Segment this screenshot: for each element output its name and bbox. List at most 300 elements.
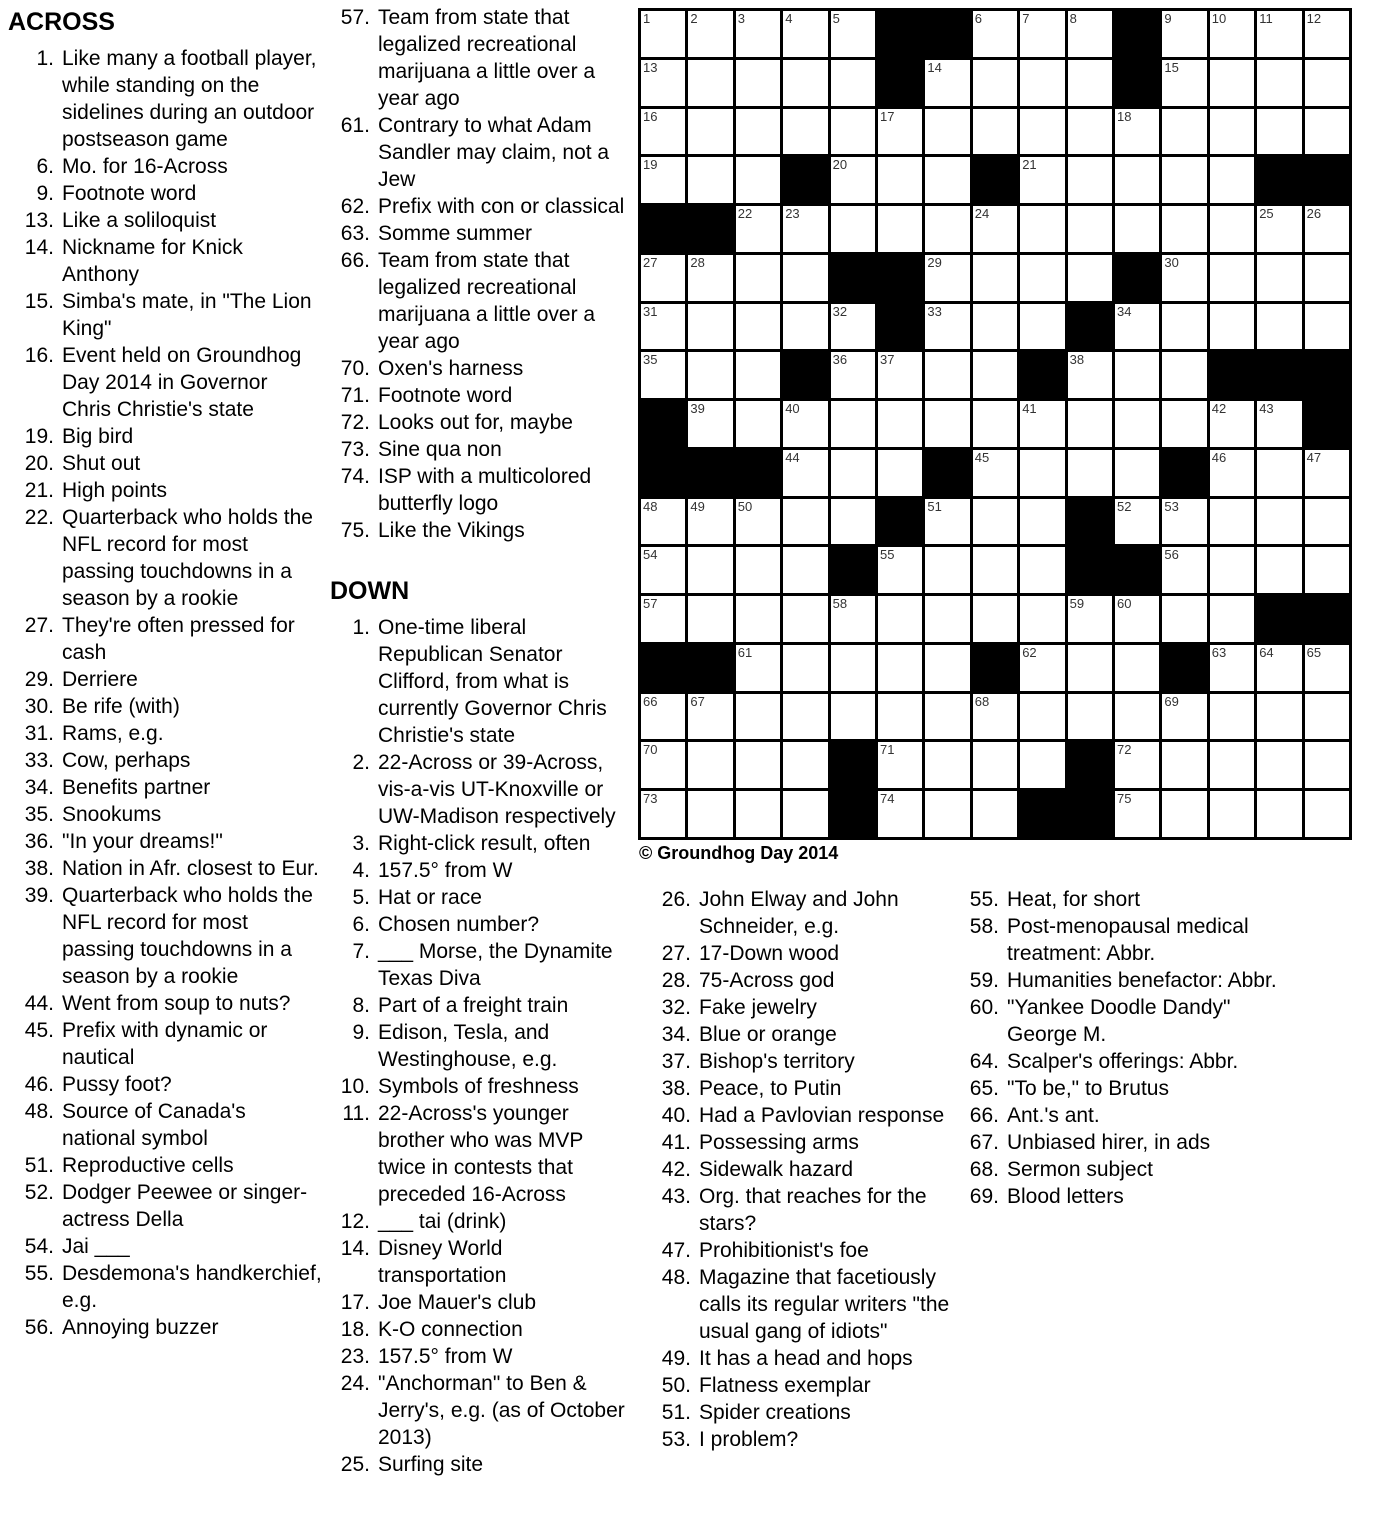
- grid-cell-r10c5[interactable]: [831, 450, 875, 496]
- grid-cell-r11c8[interactable]: [973, 499, 1017, 545]
- grid-cell-r3c8[interactable]: [973, 109, 1017, 155]
- grid-cell-r9c10[interactable]: [1068, 401, 1112, 447]
- grid-cell-r14c4[interactable]: [783, 645, 827, 691]
- grid-cell-r10c9[interactable]: [1020, 450, 1064, 496]
- cell-number: 18: [1117, 108, 1132, 124]
- grid-cell-r6c3[interactable]: [736, 255, 780, 301]
- clue-down-55: [953, 886, 1298, 913]
- grid-cell-r5c12[interactable]: [1162, 206, 1206, 252]
- black-square: [1257, 352, 1301, 398]
- clue-number: 2.: [352, 751, 370, 774]
- grid-cell-r12c2[interactable]: [688, 547, 732, 593]
- grid-cell-r6c2[interactable]: [688, 255, 732, 301]
- cell-number: 25: [1259, 206, 1274, 222]
- grid-cell-r15c5[interactable]: [831, 694, 875, 740]
- cell-number: 17: [880, 108, 895, 124]
- clue-number: 48.: [661, 1266, 691, 1289]
- grid-cell-r6c15[interactable]: [1305, 255, 1349, 301]
- grid-cell-r9c11[interactable]: [1115, 401, 1159, 447]
- grid-cell-r8c10[interactable]: [1068, 352, 1112, 398]
- grid-cell-r8c8[interactable]: [973, 352, 1017, 398]
- grid-cell-r17c2[interactable]: [688, 791, 732, 837]
- grid-cell-r15c10[interactable]: [1068, 694, 1112, 740]
- clue-across-30: [8, 693, 322, 720]
- grid-cell-r6c14[interactable]: [1257, 255, 1301, 301]
- clue-text: I problem?: [699, 1428, 799, 1451]
- grid-cell-r4c12[interactable]: [1162, 157, 1206, 203]
- cell-number: 63: [1211, 644, 1227, 660]
- grid-cell-r3c3[interactable]: [736, 109, 780, 155]
- grid-cell-r9c5[interactable]: [831, 401, 875, 447]
- grid-cell-r17c12[interactable]: [1162, 791, 1206, 837]
- clue-down-24: [330, 1370, 633, 1451]
- clue-text: Dodger Peewee or singer-actress Della: [62, 1181, 308, 1231]
- grid-cell-r4c9[interactable]: [1020, 157, 1064, 203]
- grid-cell-r8c7[interactable]: [925, 352, 969, 398]
- clue-text: Big bird: [62, 425, 134, 448]
- grid-cell-r5c5[interactable]: [831, 206, 875, 252]
- grid-cell-r6c8[interactable]: [973, 255, 1017, 301]
- grid-cell-r9c14[interactable]: [1257, 401, 1301, 447]
- grid-cell-r3c9[interactable]: [1020, 109, 1064, 155]
- grid-cell-r1c12[interactable]: [1162, 11, 1206, 57]
- clue-text: Be rife (with): [62, 695, 180, 718]
- clue-text: John Elway and John Schneider, e.g.: [699, 888, 899, 938]
- clue-text: Magazine that facetiously calls its regular writers "the usual gang of idiots": [699, 1266, 950, 1343]
- grid-cell-r3c12[interactable]: [1162, 109, 1206, 155]
- grid-cell-r12c12[interactable]: [1162, 547, 1206, 593]
- grid-cell-r16c13[interactable]: [1210, 742, 1254, 788]
- grid-cell-r2c14[interactable]: [1257, 60, 1301, 106]
- grid-cell-r3c14[interactable]: [1257, 109, 1301, 155]
- grid-cell-r10c10[interactable]: [1068, 450, 1112, 496]
- grid-cell-r11c9[interactable]: [1020, 499, 1064, 545]
- grid-cell-r13c1[interactable]: [641, 596, 685, 642]
- clue-number: 35.: [24, 803, 54, 826]
- clue-down-2: [330, 749, 633, 830]
- grid-cell-r13c11[interactable]: [1115, 596, 1159, 642]
- grid-cell-r17c8[interactable]: [973, 791, 1017, 837]
- grid-cell-r8c5[interactable]: [831, 352, 875, 398]
- grid-cell-r17c4[interactable]: [783, 791, 827, 837]
- grid-cell-r10c6[interactable]: [878, 450, 922, 496]
- grid-cell-r10c14[interactable]: [1257, 450, 1301, 496]
- grid-cell-r15c8[interactable]: [973, 694, 1017, 740]
- grid-cell-r11c7[interactable]: [925, 499, 969, 545]
- grid-cell-r11c3[interactable]: [736, 499, 780, 545]
- cell-number: 47: [1306, 449, 1322, 465]
- grid-cell-r11c11[interactable]: [1115, 499, 1159, 545]
- cell-number: 15: [1164, 59, 1179, 75]
- grid-cell-r15c12[interactable]: [1162, 694, 1206, 740]
- grid-cell-r1c10[interactable]: [1068, 11, 1112, 57]
- grid-cell-r6c9[interactable]: [1020, 255, 1064, 301]
- grid-cell-r13c4[interactable]: [783, 596, 827, 642]
- grid-cell-r12c8[interactable]: [973, 547, 1017, 593]
- grid-cell-r16c14[interactable]: [1257, 742, 1301, 788]
- cell-number: 42: [1211, 401, 1227, 417]
- grid-cell-r14c14[interactable]: [1257, 645, 1301, 691]
- grid-cell-r1c8[interactable]: [973, 11, 1017, 57]
- grid-cell-r5c4[interactable]: [783, 206, 827, 252]
- grid-cell-r5c13[interactable]: [1210, 206, 1254, 252]
- grid-cell-r12c3[interactable]: [736, 547, 780, 593]
- grid-cell-r7c11[interactable]: [1115, 304, 1159, 350]
- grid-cell-r11c15[interactable]: [1305, 499, 1349, 545]
- grid-cell-r13c3[interactable]: [736, 596, 780, 642]
- grid-cell-r13c13[interactable]: [1210, 596, 1254, 642]
- grid-cell-r9c13[interactable]: [1210, 401, 1254, 447]
- grid-cell-r14c15[interactable]: [1305, 645, 1349, 691]
- grid-cell-r16c12[interactable]: [1162, 742, 1206, 788]
- clue-number: 12.: [340, 1210, 370, 1233]
- clue-text: "In your dreams!": [62, 830, 223, 853]
- clue-text: Shut out: [62, 452, 141, 475]
- grid-cell-r6c7[interactable]: [925, 255, 969, 301]
- clue-text: Prefix with con or classical: [378, 195, 625, 218]
- grid-cell-r9c3[interactable]: [736, 401, 780, 447]
- grid-cell-r2c10[interactable]: [1068, 60, 1112, 106]
- clue-down-4: [330, 857, 633, 884]
- grid-cell-r3c15[interactable]: [1305, 109, 1349, 155]
- grid-cell-r7c9[interactable]: [1020, 304, 1064, 350]
- grid-cell-r17c15[interactable]: [1305, 791, 1349, 837]
- grid-cell-r8c3[interactable]: [736, 352, 780, 398]
- clue-text: Event held on Groundhog Day 2014 in Governor Chris Christie's state: [62, 344, 302, 421]
- grid-cell-r3c1[interactable]: [641, 109, 685, 155]
- grid-cell-r1c2[interactable]: [688, 11, 732, 57]
- grid-cell-r9c4[interactable]: [783, 401, 827, 447]
- grid-cell-r1c4[interactable]: [783, 11, 827, 57]
- grid-cell-r11c5[interactable]: [831, 499, 875, 545]
- cell-number: 21: [1022, 157, 1037, 173]
- grid-cell-r7c8[interactable]: [973, 304, 1017, 350]
- grid-cell-r12c14[interactable]: [1257, 547, 1301, 593]
- black-square: [878, 60, 922, 106]
- grid-cell-r14c7[interactable]: [925, 645, 969, 691]
- clue-across-13: [8, 207, 322, 234]
- grid-cell-r7c3[interactable]: [736, 304, 780, 350]
- grid-cell-r11c13[interactable]: [1210, 499, 1254, 545]
- grid-cell-r3c6[interactable]: [878, 109, 922, 155]
- grid-cell-r16c2[interactable]: [688, 742, 732, 788]
- cell-number: 24: [974, 206, 990, 222]
- grid-cell-r13c9[interactable]: [1020, 596, 1064, 642]
- grid-cell-r15c2[interactable]: [688, 694, 732, 740]
- clue-text: Mo. for 16-Across: [62, 155, 228, 178]
- grid-cell-r16c15[interactable]: [1305, 742, 1349, 788]
- grid-cell-r5c10[interactable]: [1068, 206, 1112, 252]
- grid-cell-r15c13[interactable]: [1210, 694, 1254, 740]
- clue-across-45: [8, 1017, 322, 1071]
- grid-cell-r7c14[interactable]: [1257, 304, 1301, 350]
- clue-across-75: [330, 517, 633, 544]
- grid-cell-r12c7[interactable]: [925, 547, 969, 593]
- grid-cell-r11c2[interactable]: [688, 499, 732, 545]
- grid-cell-r1c14[interactable]: [1257, 11, 1301, 57]
- grid-cell-r9c12[interactable]: [1162, 401, 1206, 447]
- grid-cell-r6c13[interactable]: [1210, 255, 1254, 301]
- grid-cell-r12c9[interactable]: [1020, 547, 1064, 593]
- grid-cell-r1c9[interactable]: [1020, 11, 1064, 57]
- grid-cell-r6c4[interactable]: [783, 255, 827, 301]
- grid-cell-r4c5[interactable]: [831, 157, 875, 203]
- grid-cell-r10c11[interactable]: [1115, 450, 1159, 496]
- grid-cell-r16c3[interactable]: [736, 742, 780, 788]
- grid-cell-r3c4[interactable]: [783, 109, 827, 155]
- grid-cell-r12c1[interactable]: [641, 547, 685, 593]
- grid-cell-r15c15[interactable]: [1305, 694, 1349, 740]
- clue-number: 64.: [969, 1050, 999, 1073]
- grid-cell-r4c1[interactable]: [641, 157, 685, 203]
- grid-cell-r4c10[interactable]: [1068, 157, 1112, 203]
- grid-cell-r13c12[interactable]: [1162, 596, 1206, 642]
- grid-cell-r10c4[interactable]: [783, 450, 827, 496]
- grid-cell-r1c1[interactable]: [641, 11, 685, 57]
- clue-number: 23.: [340, 1345, 370, 1368]
- clue-down-11: [330, 1100, 633, 1208]
- grid-cell-r3c7[interactable]: [925, 109, 969, 155]
- grid-cell-r11c12[interactable]: [1162, 499, 1206, 545]
- grid-cell-r6c10[interactable]: [1068, 255, 1112, 301]
- clue-text: Contrary to what Adam Sandler may claim, not a Jew: [378, 114, 610, 191]
- across-clue-column: [8, 8, 322, 1341]
- grid-cell-r15c9[interactable]: [1020, 694, 1064, 740]
- grid-cell-r7c4[interactable]: [783, 304, 827, 350]
- grid-cell-r14c13[interactable]: [1210, 645, 1254, 691]
- grid-cell-r14c5[interactable]: [831, 645, 875, 691]
- grid-cell-r4c6[interactable]: [878, 157, 922, 203]
- clue-text: Prohibitionist's foe: [699, 1239, 869, 1262]
- grid-cell-r4c3[interactable]: [736, 157, 780, 203]
- clue-number: 13.: [24, 209, 54, 232]
- grid-cell-r5c15[interactable]: [1305, 206, 1349, 252]
- grid-cell-r14c10[interactable]: [1068, 645, 1112, 691]
- clue-text: They're often pressed for cash: [62, 614, 295, 664]
- cell-number: 55: [880, 547, 895, 563]
- clue-text: ISP with a multicolored butterfly logo: [378, 465, 592, 515]
- grid-cell-r13c7[interactable]: [925, 596, 969, 642]
- clue-down-67: [953, 1129, 1298, 1156]
- grid-cell-r4c7[interactable]: [925, 157, 969, 203]
- grid-cell-r7c2[interactable]: [688, 304, 732, 350]
- black-square: [973, 645, 1017, 691]
- clue-text: Like a soliloquist: [62, 209, 217, 232]
- grid-cell-r9c6[interactable]: [878, 401, 922, 447]
- grid-cell-r15c3[interactable]: [736, 694, 780, 740]
- grid-cell-r14c6[interactable]: [878, 645, 922, 691]
- grid-cell-r5c9[interactable]: [1020, 206, 1064, 252]
- grid-cell-r15c11[interactable]: [1115, 694, 1159, 740]
- grid-cell-r17c14[interactable]: [1257, 791, 1301, 837]
- grid-cell-r15c14[interactable]: [1257, 694, 1301, 740]
- grid-cell-r16c4[interactable]: [783, 742, 827, 788]
- clue-text: Ant.'s ant.: [1007, 1104, 1100, 1127]
- black-square: [973, 157, 1017, 203]
- grid-cell-r17c6[interactable]: [878, 791, 922, 837]
- clue-number: 59.: [969, 969, 999, 992]
- cell-number: 30: [1164, 254, 1179, 270]
- cell-number: 46: [1211, 449, 1227, 465]
- grid-cell-r4c11[interactable]: [1115, 157, 1159, 203]
- grid-cell-r8c12[interactable]: [1162, 352, 1206, 398]
- grid-cell-r2c15[interactable]: [1305, 60, 1349, 106]
- grid-cell-r7c15[interactable]: [1305, 304, 1349, 350]
- black-square: [831, 255, 875, 301]
- grid-cell-r2c4[interactable]: [783, 60, 827, 106]
- grid-cell-r13c2[interactable]: [688, 596, 732, 642]
- grid-cell-r17c1[interactable]: [641, 791, 685, 837]
- cell-number: 51: [927, 498, 942, 514]
- grid-cell-r5c6[interactable]: [878, 206, 922, 252]
- clue-number: 1.: [352, 616, 370, 639]
- cell-number: 58: [832, 596, 848, 612]
- grid-cell-r12c13[interactable]: [1210, 547, 1254, 593]
- grid-cell-r10c15[interactable]: [1305, 450, 1349, 496]
- grid-cell-r1c5[interactable]: [831, 11, 875, 57]
- grid-cell-r3c2[interactable]: [688, 109, 732, 155]
- grid-cell-r5c11[interactable]: [1115, 206, 1159, 252]
- grid-cell-r7c13[interactable]: [1210, 304, 1254, 350]
- grid-cell-r1c15[interactable]: [1305, 11, 1349, 57]
- grid-cell-r1c3[interactable]: [736, 11, 780, 57]
- clue-text: It has a head and hops: [699, 1347, 913, 1370]
- grid-cell-r3c10[interactable]: [1068, 109, 1112, 155]
- black-square: [1068, 742, 1112, 788]
- grid-cell-r2c13[interactable]: [1210, 60, 1254, 106]
- grid-cell-r5c3[interactable]: [736, 206, 780, 252]
- grid-cell-r3c11[interactable]: [1115, 109, 1159, 155]
- grid-cell-r13c10[interactable]: [1068, 596, 1112, 642]
- grid-cell-r2c5[interactable]: [831, 60, 875, 106]
- clue-text: High points: [62, 479, 168, 502]
- black-square: [1305, 157, 1349, 203]
- grid-cell-r15c6[interactable]: [878, 694, 922, 740]
- grid-cell-r2c9[interactable]: [1020, 60, 1064, 106]
- grid-cell-r3c5[interactable]: [831, 109, 875, 155]
- grid-cell-r16c9[interactable]: [1020, 742, 1064, 788]
- grid-cell-r12c6[interactable]: [878, 547, 922, 593]
- grid-cell-r15c7[interactable]: [925, 694, 969, 740]
- grid-cell-r8c11[interactable]: [1115, 352, 1159, 398]
- grid-cell-r16c11[interactable]: [1115, 742, 1159, 788]
- grid-cell-r17c13[interactable]: [1210, 791, 1254, 837]
- clue-down-7: [330, 938, 633, 992]
- clue-down-25: [330, 1451, 633, 1478]
- clue-text: Blue or orange: [699, 1023, 837, 1046]
- grid-cell-r14c3[interactable]: [736, 645, 780, 691]
- grid-cell-r16c8[interactable]: [973, 742, 1017, 788]
- clue-text: Simba's mate, in "The Lion King": [62, 290, 312, 340]
- clue-down-27: [645, 940, 961, 967]
- clue-down-26: [645, 886, 961, 940]
- clue-text: Jai ___: [62, 1235, 130, 1258]
- grid-cell-r5c8[interactable]: [973, 206, 1017, 252]
- clue-text: Went from soup to nuts?: [62, 992, 291, 1015]
- cell-number: 48: [643, 498, 658, 514]
- grid-cell-r2c8[interactable]: [973, 60, 1017, 106]
- cell-number: 11: [1259, 11, 1273, 26]
- grid-cell-r7c7[interactable]: [925, 304, 969, 350]
- grid-cell-r17c7[interactable]: [925, 791, 969, 837]
- grid-cell-r2c7[interactable]: [925, 60, 969, 106]
- grid-cell-r8c6[interactable]: [878, 352, 922, 398]
- grid-cell-r1c13[interactable]: [1210, 11, 1254, 57]
- clue-number: 39.: [24, 884, 54, 907]
- grid-cell-r8c2[interactable]: [688, 352, 732, 398]
- clue-down-34: [645, 1021, 961, 1048]
- grid-cell-r4c2[interactable]: [688, 157, 732, 203]
- grid-cell-r14c9[interactable]: [1020, 645, 1064, 691]
- clue-down-69: [953, 1183, 1298, 1210]
- grid-cell-r9c9[interactable]: [1020, 401, 1064, 447]
- grid-cell-r9c7[interactable]: [925, 401, 969, 447]
- grid-cell-r17c3[interactable]: [736, 791, 780, 837]
- clue-text: Fake jewelry: [699, 996, 817, 1019]
- grid-cell-r2c12[interactable]: [1162, 60, 1206, 106]
- grid-cell-r15c4[interactable]: [783, 694, 827, 740]
- cell-number: 36: [832, 352, 848, 368]
- grid-cell-r13c6[interactable]: [878, 596, 922, 642]
- grid-cell-r9c8[interactable]: [973, 401, 1017, 447]
- grid-cell-r16c6[interactable]: [878, 742, 922, 788]
- down-clue-list-continued: [645, 886, 961, 1453]
- grid-cell-r13c8[interactable]: [973, 596, 1017, 642]
- grid-cell-r6c12[interactable]: [1162, 255, 1206, 301]
- clue-number: 34.: [661, 1023, 691, 1046]
- clue-across-22: [8, 504, 322, 612]
- grid-cell-r10c13[interactable]: [1210, 450, 1254, 496]
- clue-across-34: [8, 774, 322, 801]
- grid-cell-r7c12[interactable]: [1162, 304, 1206, 350]
- grid-cell-r8c1[interactable]: [641, 352, 685, 398]
- grid-cell-r5c7[interactable]: [925, 206, 969, 252]
- clue-across-62: [330, 193, 633, 220]
- grid-cell-r9c2[interactable]: [688, 401, 732, 447]
- grid-cell-r2c2[interactable]: [688, 60, 732, 106]
- grid-cell-r11c14[interactable]: [1257, 499, 1301, 545]
- clue-number: 57.: [340, 6, 370, 29]
- clue-text: 22-Across's younger brother who was MVP twice in contests that preceded 16-Across: [378, 1102, 584, 1206]
- grid-cell-r6c1[interactable]: [641, 255, 685, 301]
- grid-cell-r7c5[interactable]: [831, 304, 875, 350]
- cell-number: 14: [927, 59, 942, 75]
- grid-cell-r15c1[interactable]: [641, 694, 685, 740]
- grid-cell-r5c14[interactable]: [1257, 206, 1301, 252]
- grid-cell-r4c13[interactable]: [1210, 157, 1254, 203]
- clue-number: 45.: [24, 1019, 54, 1042]
- clue-across-21: [8, 477, 322, 504]
- cell-number: 40: [785, 401, 800, 417]
- grid-cell-r17c11[interactable]: [1115, 791, 1159, 837]
- grid-cell-r12c15[interactable]: [1305, 547, 1349, 593]
- grid-cell-r14c11[interactable]: [1115, 645, 1159, 691]
- grid-cell-r16c1[interactable]: [641, 742, 685, 788]
- grid-cell-r11c1[interactable]: [641, 499, 685, 545]
- clue-text: Post-menopausal medical treatment: Abbr.: [1007, 915, 1249, 965]
- grid-cell-r11c4[interactable]: [783, 499, 827, 545]
- grid-cell-r7c1[interactable]: [641, 304, 685, 350]
- grid-cell-r2c1[interactable]: [641, 60, 685, 106]
- grid-cell-r10c8[interactable]: [973, 450, 1017, 496]
- grid-cell-r3c13[interactable]: [1210, 109, 1254, 155]
- clue-number: 26.: [661, 888, 691, 911]
- grid-cell-r13c5[interactable]: [831, 596, 875, 642]
- grid-cell-r12c4[interactable]: [783, 547, 827, 593]
- grid-cell-r2c3[interactable]: [736, 60, 780, 106]
- clue-number: 54.: [24, 1235, 54, 1258]
- grid-cell-r16c7[interactable]: [925, 742, 969, 788]
